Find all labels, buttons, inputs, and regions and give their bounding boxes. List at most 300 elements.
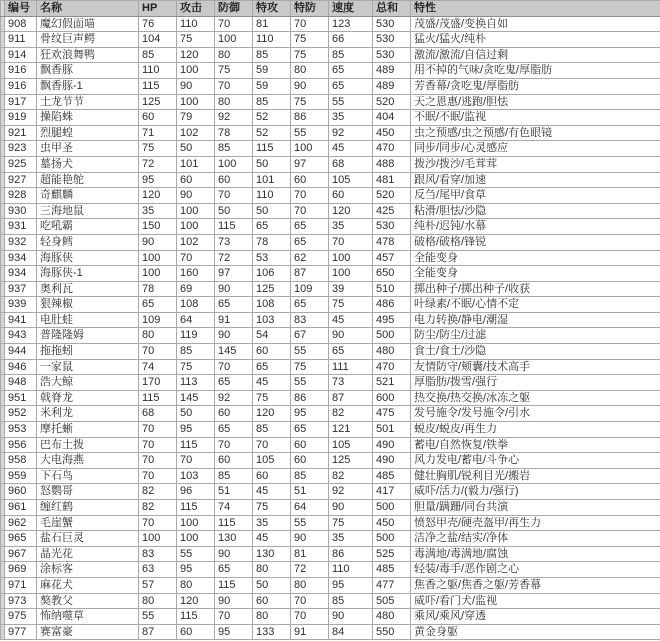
cell-total: 530 bbox=[373, 47, 411, 63]
cell-number: 946 bbox=[5, 359, 37, 375]
cell-hp: 83 bbox=[139, 546, 177, 562]
cell-number: 937 bbox=[5, 281, 37, 297]
cell-number: 975 bbox=[5, 609, 37, 625]
cell-total: 485 bbox=[373, 562, 411, 578]
cell-sp-defense: 70 bbox=[291, 593, 329, 609]
cell-attack: 95 bbox=[177, 562, 215, 578]
cell-number: 919 bbox=[5, 110, 37, 126]
cell-sp-defense: 91 bbox=[291, 624, 329, 640]
cell-sp-defense: 95 bbox=[291, 406, 329, 422]
cell-abilities: 全能变身 bbox=[411, 266, 660, 282]
cell-number: 923 bbox=[5, 141, 37, 157]
table-row bbox=[1, 390, 660, 406]
cell-name: 摩托蜥 bbox=[37, 422, 139, 438]
cell-name: 海豚侠 bbox=[37, 250, 139, 266]
cell-number: 927 bbox=[5, 172, 37, 188]
table-row bbox=[1, 515, 660, 531]
cell-sp-defense: 60 bbox=[291, 437, 329, 453]
cell-sp-defense: 65 bbox=[291, 422, 329, 438]
cell-sp-attack: 130 bbox=[253, 546, 291, 562]
cell-sp-attack: 133 bbox=[253, 624, 291, 640]
cell-name: 墓扬犬 bbox=[37, 156, 139, 172]
cell-defense: 60 bbox=[215, 172, 253, 188]
cell-hp: 74 bbox=[139, 359, 177, 375]
cell-name: 怖纳噬草 bbox=[37, 609, 139, 625]
cell-speed: 82 bbox=[329, 406, 373, 422]
cell-total: 480 bbox=[373, 344, 411, 360]
cell-attack: 79 bbox=[177, 110, 215, 126]
cell-total: 489 bbox=[373, 78, 411, 94]
cell-abilities: 蓄电/自然恢复/铁拳 bbox=[411, 437, 660, 453]
cell-hp: 100 bbox=[139, 250, 177, 266]
cell-abilities: 黄金身躯 bbox=[411, 624, 660, 640]
cell-attack: 100 bbox=[177, 63, 215, 79]
cell-speed: 35 bbox=[329, 219, 373, 235]
cell-total: 501 bbox=[373, 422, 411, 438]
cell-speed: 87 bbox=[329, 390, 373, 406]
cell-sp-attack: 110 bbox=[253, 32, 291, 48]
cell-hp: 110 bbox=[139, 63, 177, 79]
cell-defense: 92 bbox=[215, 110, 253, 126]
cell-attack: 100 bbox=[177, 515, 215, 531]
table-row bbox=[1, 297, 660, 313]
cell-speed: 92 bbox=[329, 125, 373, 141]
cell-defense: 85 bbox=[215, 468, 253, 484]
cell-hp: 55 bbox=[139, 609, 177, 625]
cell-sp-defense: 70 bbox=[291, 188, 329, 204]
table-row bbox=[1, 359, 660, 375]
cell-number: 948 bbox=[5, 375, 37, 391]
table-row bbox=[1, 593, 660, 609]
cell-total: 530 bbox=[373, 32, 411, 48]
cell-sp-attack: 53 bbox=[253, 250, 291, 266]
cell-sp-defense: 75 bbox=[291, 94, 329, 110]
cell-name: 巴布土拨 bbox=[37, 437, 139, 453]
cell-abilities: 威吓/活力/(毅力/强行) bbox=[411, 484, 660, 500]
cell-total: 530 bbox=[373, 16, 411, 32]
cell-speed: 65 bbox=[329, 344, 373, 360]
cell-name: 轻身鳕 bbox=[37, 234, 139, 250]
cell-attack: 60 bbox=[177, 624, 215, 640]
cell-total: 485 bbox=[373, 468, 411, 484]
cell-sp-defense: 55 bbox=[291, 125, 329, 141]
cell-number: 911 bbox=[5, 32, 37, 48]
cell-defense: 70 bbox=[215, 609, 253, 625]
cell-abilities: 用不掉的气味/贪吃鬼/厚脂肪 bbox=[411, 63, 660, 79]
cell-attack: 115 bbox=[177, 500, 215, 516]
cell-sp-defense: 55 bbox=[291, 515, 329, 531]
cell-sp-defense: 67 bbox=[291, 328, 329, 344]
cell-total: 530 bbox=[373, 219, 411, 235]
cell-hp: 100 bbox=[139, 531, 177, 547]
cell-speed: 90 bbox=[329, 328, 373, 344]
cell-abilities: 愤怒甲壳/硬壳盔甲/再生力 bbox=[411, 515, 660, 531]
cell-hp: 71 bbox=[139, 125, 177, 141]
cell-sp-defense: 70 bbox=[291, 203, 329, 219]
cell-attack: 103 bbox=[177, 468, 215, 484]
cell-sp-defense: 75 bbox=[291, 47, 329, 63]
cell-total: 417 bbox=[373, 484, 411, 500]
cell-defense: 90 bbox=[215, 281, 253, 297]
cell-abilities: 激流/激流/自信过剩 bbox=[411, 47, 660, 63]
table-row bbox=[1, 110, 660, 126]
cell-hp: 125 bbox=[139, 94, 177, 110]
cell-speed: 35 bbox=[329, 110, 373, 126]
cell-abilities: 天之恩惠/逃跑/胆怯 bbox=[411, 94, 660, 110]
cell-defense: 80 bbox=[215, 47, 253, 63]
cell-name: 土龙节节 bbox=[37, 94, 139, 110]
cell-total: 600 bbox=[373, 390, 411, 406]
cell-abilities: 不眠/不眠/监视 bbox=[411, 110, 660, 126]
cell-abilities: 叶绿素/不眠/心情不定 bbox=[411, 297, 660, 313]
table-row bbox=[1, 312, 660, 328]
cell-abilities: 乘风/乘风/穿透 bbox=[411, 609, 660, 625]
cell-hp: 90 bbox=[139, 234, 177, 250]
cell-abilities: 热交换/热交换/冰冻之躯 bbox=[411, 390, 660, 406]
cell-hp: 70 bbox=[139, 344, 177, 360]
cell-attack: 64 bbox=[177, 312, 215, 328]
cell-abilities: 蜕皮/蜕皮/再生力 bbox=[411, 422, 660, 438]
cell-total: 489 bbox=[373, 63, 411, 79]
cell-total: 520 bbox=[373, 94, 411, 110]
cell-attack: 100 bbox=[177, 94, 215, 110]
cell-sp-attack: 78 bbox=[253, 234, 291, 250]
column-header-attack: 攻击 bbox=[177, 1, 215, 17]
cell-defense: 74 bbox=[215, 500, 253, 516]
cell-sp-defense: 72 bbox=[291, 562, 329, 578]
cell-sp-defense: 85 bbox=[291, 468, 329, 484]
cell-sp-attack: 50 bbox=[253, 203, 291, 219]
cell-abilities: 毒满地/毒满地/腐蚀 bbox=[411, 546, 660, 562]
cell-speed: 70 bbox=[329, 234, 373, 250]
cell-speed: 73 bbox=[329, 375, 373, 391]
table-row bbox=[1, 63, 660, 79]
cell-hp: 80 bbox=[139, 328, 177, 344]
cell-total: 478 bbox=[373, 234, 411, 250]
cell-total: 488 bbox=[373, 156, 411, 172]
cell-speed: 65 bbox=[329, 78, 373, 94]
table-row bbox=[1, 468, 660, 484]
cell-defense: 92 bbox=[215, 390, 253, 406]
cell-speed: 60 bbox=[329, 188, 373, 204]
table-row bbox=[1, 422, 660, 438]
cell-abilities: 健壮胸肌/锐利目光/搬岩 bbox=[411, 468, 660, 484]
cell-number: 969 bbox=[5, 562, 37, 578]
column-header-sp-attack: 特攻 bbox=[253, 1, 291, 17]
cell-attack: 90 bbox=[177, 78, 215, 94]
cell-name: 电肚蛙 bbox=[37, 312, 139, 328]
table-row bbox=[1, 234, 660, 250]
cell-abilities: 掷出种子/掷出种子/收获 bbox=[411, 281, 660, 297]
cell-defense: 65 bbox=[215, 422, 253, 438]
cell-defense: 65 bbox=[215, 375, 253, 391]
cell-name: 麻花犬 bbox=[37, 577, 139, 593]
cell-hp: 87 bbox=[139, 624, 177, 640]
cell-hp: 75 bbox=[139, 141, 177, 157]
column-header-number: 编号 bbox=[5, 1, 37, 17]
cell-name: 三海地鼠 bbox=[37, 203, 139, 219]
cell-attack: 115 bbox=[177, 609, 215, 625]
cell-hp: 76 bbox=[139, 16, 177, 32]
cell-hp: 120 bbox=[139, 188, 177, 204]
cell-hp: 170 bbox=[139, 375, 177, 391]
cell-attack: 119 bbox=[177, 328, 215, 344]
cell-speed: 105 bbox=[329, 172, 373, 188]
table-row bbox=[1, 328, 660, 344]
column-header-defense: 防御 bbox=[215, 1, 253, 17]
table-row bbox=[1, 500, 660, 516]
cell-sp-defense: 80 bbox=[291, 577, 329, 593]
cell-number: 961 bbox=[5, 500, 37, 516]
cell-sp-attack: 103 bbox=[253, 312, 291, 328]
cell-speed: 35 bbox=[329, 531, 373, 547]
cell-speed: 84 bbox=[329, 624, 373, 640]
cell-name: 超能艳鸵 bbox=[37, 172, 139, 188]
cell-attack: 85 bbox=[177, 344, 215, 360]
cell-attack: 145 bbox=[177, 390, 215, 406]
cell-total: 500 bbox=[373, 328, 411, 344]
cell-name: 魔幻假面喵 bbox=[37, 16, 139, 32]
cell-total: 457 bbox=[373, 250, 411, 266]
cell-attack: 69 bbox=[177, 281, 215, 297]
cell-speed: 110 bbox=[329, 562, 373, 578]
cell-sp-attack: 106 bbox=[253, 266, 291, 282]
cell-name: 盐石巨灵 bbox=[37, 531, 139, 547]
cell-speed: 120 bbox=[329, 203, 373, 219]
table-body bbox=[1, 16, 660, 640]
cell-sp-attack: 45 bbox=[253, 531, 291, 547]
cell-speed: 75 bbox=[329, 297, 373, 313]
cell-name: 涂标客 bbox=[37, 562, 139, 578]
cell-hp: 72 bbox=[139, 156, 177, 172]
cell-number: 971 bbox=[5, 577, 37, 593]
cell-number: 939 bbox=[5, 297, 37, 313]
table-row bbox=[1, 16, 660, 32]
cell-defense: 70 bbox=[215, 188, 253, 204]
cell-speed: 100 bbox=[329, 250, 373, 266]
cell-total: 521 bbox=[373, 375, 411, 391]
cell-name: 飘香豚-1 bbox=[37, 78, 139, 94]
cell-defense: 91 bbox=[215, 312, 253, 328]
cell-speed: 100 bbox=[329, 266, 373, 282]
cell-name: 奇麒麟 bbox=[37, 188, 139, 204]
cell-sp-defense: 83 bbox=[291, 312, 329, 328]
cell-speed: 105 bbox=[329, 437, 373, 453]
table-row bbox=[1, 609, 660, 625]
cell-sp-attack: 35 bbox=[253, 515, 291, 531]
cell-abilities: 胆量/蹒跚/同台共演 bbox=[411, 500, 660, 516]
cell-attack: 60 bbox=[177, 172, 215, 188]
column-header-hp: HP bbox=[139, 1, 177, 17]
cell-total: 490 bbox=[373, 437, 411, 453]
cell-number: 959 bbox=[5, 468, 37, 484]
cell-total: 500 bbox=[373, 531, 411, 547]
cell-name: 海豚侠-1 bbox=[37, 266, 139, 282]
cell-attack: 90 bbox=[177, 188, 215, 204]
table-row bbox=[1, 546, 660, 562]
cell-abilities: 电力转换/静电/潮湿 bbox=[411, 312, 660, 328]
cell-attack: 110 bbox=[177, 16, 215, 32]
cell-sp-attack: 50 bbox=[253, 156, 291, 172]
cell-sp-attack: 108 bbox=[253, 297, 291, 313]
cell-number: 916 bbox=[5, 78, 37, 94]
table-row bbox=[1, 47, 660, 63]
header-row bbox=[1, 1, 660, 17]
cell-attack: 160 bbox=[177, 266, 215, 282]
cell-attack: 113 bbox=[177, 375, 215, 391]
cell-sp-defense: 70 bbox=[291, 16, 329, 32]
cell-total: 481 bbox=[373, 172, 411, 188]
cell-abilities: 拨沙/拨沙/毛茸茸 bbox=[411, 156, 660, 172]
cell-defense: 65 bbox=[215, 562, 253, 578]
cell-sp-defense: 81 bbox=[291, 546, 329, 562]
cell-name: 米利龙 bbox=[37, 406, 139, 422]
cell-defense: 60 bbox=[215, 406, 253, 422]
cell-total: 650 bbox=[373, 266, 411, 282]
cell-sp-attack: 45 bbox=[253, 484, 291, 500]
cell-speed: 121 bbox=[329, 422, 373, 438]
cell-hp: 109 bbox=[139, 312, 177, 328]
table-row bbox=[1, 188, 660, 204]
cell-sp-defense: 65 bbox=[291, 297, 329, 313]
cell-attack: 101 bbox=[177, 156, 215, 172]
cell-attack: 96 bbox=[177, 484, 215, 500]
cell-number: 977 bbox=[5, 624, 37, 640]
cell-defense: 115 bbox=[215, 219, 253, 235]
cell-number: 934 bbox=[5, 266, 37, 282]
cell-defense: 50 bbox=[215, 203, 253, 219]
cell-abilities: 纯朴/迟钝/水幕 bbox=[411, 219, 660, 235]
cell-speed: 90 bbox=[329, 500, 373, 516]
cell-total: 495 bbox=[373, 312, 411, 328]
cell-attack: 100 bbox=[177, 203, 215, 219]
table-row bbox=[1, 577, 660, 593]
cell-hp: 35 bbox=[139, 203, 177, 219]
cell-total: 450 bbox=[373, 125, 411, 141]
cell-number: 941 bbox=[5, 312, 37, 328]
cell-sp-defense: 60 bbox=[291, 172, 329, 188]
cell-speed: 90 bbox=[329, 609, 373, 625]
cell-name: 赛富豪 bbox=[37, 624, 139, 640]
cell-defense: 65 bbox=[215, 297, 253, 313]
cell-attack: 75 bbox=[177, 32, 215, 48]
cell-name: 戟脊龙 bbox=[37, 390, 139, 406]
cell-attack: 108 bbox=[177, 297, 215, 313]
table-row bbox=[1, 219, 660, 235]
cell-name: 怒鹦哥 bbox=[37, 484, 139, 500]
cell-speed: 95 bbox=[329, 577, 373, 593]
cell-number: 931 bbox=[5, 219, 37, 235]
cell-sp-defense: 51 bbox=[291, 484, 329, 500]
cell-hp: 70 bbox=[139, 515, 177, 531]
table-row bbox=[1, 125, 660, 141]
cell-total: 500 bbox=[373, 500, 411, 516]
cell-name: 大电海燕 bbox=[37, 453, 139, 469]
table-header bbox=[1, 1, 660, 17]
cell-number: 965 bbox=[5, 531, 37, 547]
cell-defense: 130 bbox=[215, 531, 253, 547]
cell-defense: 70 bbox=[215, 78, 253, 94]
cell-abilities: 焦香之躯/焦香之躯/芳香幕 bbox=[411, 577, 660, 593]
table-row bbox=[1, 453, 660, 469]
cell-sp-attack: 85 bbox=[253, 47, 291, 63]
cell-attack: 80 bbox=[177, 577, 215, 593]
table-row bbox=[1, 562, 660, 578]
cell-hp: 82 bbox=[139, 500, 177, 516]
cell-sp-defense: 80 bbox=[291, 63, 329, 79]
cell-hp: 82 bbox=[139, 484, 177, 500]
cell-sp-attack: 125 bbox=[253, 281, 291, 297]
cell-name: 狂欢浪舞鸭 bbox=[37, 47, 139, 63]
cell-number: 917 bbox=[5, 94, 37, 110]
cell-sp-defense: 90 bbox=[291, 78, 329, 94]
table-row bbox=[1, 141, 660, 157]
cell-abilities: 食土/食土/沙隐 bbox=[411, 344, 660, 360]
cell-sp-defense: 65 bbox=[291, 234, 329, 250]
cell-sp-attack: 59 bbox=[253, 78, 291, 94]
cell-hp: 100 bbox=[139, 266, 177, 282]
cell-attack: 100 bbox=[177, 219, 215, 235]
cell-total: 505 bbox=[373, 593, 411, 609]
cell-abilities: 反刍/尾甲/食草 bbox=[411, 188, 660, 204]
cell-sp-attack: 85 bbox=[253, 94, 291, 110]
cell-number: 944 bbox=[5, 344, 37, 360]
cell-sp-defense: 65 bbox=[291, 219, 329, 235]
cell-sp-attack: 50 bbox=[253, 577, 291, 593]
cell-name: 缠红鹤 bbox=[37, 500, 139, 516]
cell-speed: 123 bbox=[329, 16, 373, 32]
table-row bbox=[1, 203, 660, 219]
column-header-sp-defense: 特防 bbox=[291, 1, 329, 17]
cell-sp-attack: 60 bbox=[253, 344, 291, 360]
table-row bbox=[1, 94, 660, 110]
cell-attack: 102 bbox=[177, 234, 215, 250]
cell-hp: 115 bbox=[139, 78, 177, 94]
cell-total: 404 bbox=[373, 110, 411, 126]
cell-defense: 100 bbox=[215, 156, 253, 172]
cell-sp-attack: 65 bbox=[253, 219, 291, 235]
cell-sp-defense: 86 bbox=[291, 390, 329, 406]
cell-name: 下石鸟 bbox=[37, 468, 139, 484]
cell-number: 943 bbox=[5, 328, 37, 344]
cell-sp-attack: 75 bbox=[253, 390, 291, 406]
cell-speed: 111 bbox=[329, 359, 373, 375]
cell-speed: 85 bbox=[329, 593, 373, 609]
cell-speed: 75 bbox=[329, 515, 373, 531]
cell-abilities: 厚脂肪/拨雪/强行 bbox=[411, 375, 660, 391]
cell-number: 962 bbox=[5, 515, 37, 531]
cell-sp-defense: 64 bbox=[291, 500, 329, 516]
cell-hp: 70 bbox=[139, 453, 177, 469]
cell-attack: 50 bbox=[177, 406, 215, 422]
table-row bbox=[1, 156, 660, 172]
cell-speed: 45 bbox=[329, 312, 373, 328]
cell-name: 虫甲圣 bbox=[37, 141, 139, 157]
cell-defense: 75 bbox=[215, 63, 253, 79]
cell-sp-attack: 80 bbox=[253, 562, 291, 578]
cell-speed: 45 bbox=[329, 141, 373, 157]
cell-hp: 65 bbox=[139, 297, 177, 313]
cell-defense: 90 bbox=[215, 593, 253, 609]
table-row bbox=[1, 172, 660, 188]
cell-sp-defense: 62 bbox=[291, 250, 329, 266]
cell-abilities: 友情防守/颊囊/技术高手 bbox=[411, 359, 660, 375]
cell-defense: 73 bbox=[215, 234, 253, 250]
cell-speed: 55 bbox=[329, 94, 373, 110]
cell-abilities: 洁净之盐/结实/净体 bbox=[411, 531, 660, 547]
cell-name: 飘香豚 bbox=[37, 63, 139, 79]
cell-sp-attack: 52 bbox=[253, 125, 291, 141]
